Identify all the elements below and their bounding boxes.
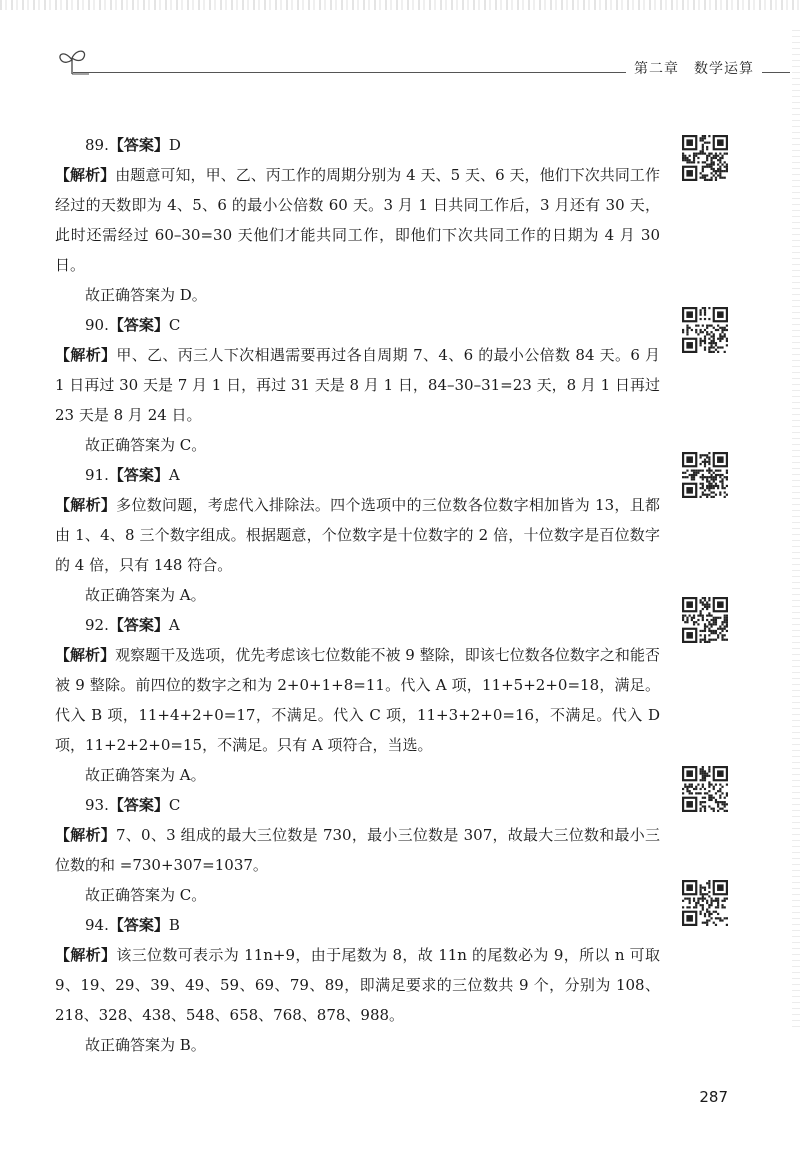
- conclusion-line: 故正确答案为 C。: [85, 436, 207, 454]
- conclusion-line: 故正确答案为 C。: [85, 886, 207, 904]
- answer-line: [55, 790, 660, 820]
- question-number: 90.: [85, 316, 109, 334]
- analysis-paragraph: [55, 640, 660, 760]
- answer-entry: [55, 790, 660, 910]
- scan-artifact-top: [0, 0, 800, 10]
- answer-line: [55, 460, 660, 490]
- answer-value: D: [168, 136, 181, 154]
- answer-label: 【答案】: [108, 466, 169, 484]
- conclusion-line: 故正确答案为 D。: [85, 286, 207, 304]
- answer-value: A: [168, 616, 180, 634]
- answer-entry: [55, 460, 660, 610]
- question-number: 89.: [85, 136, 109, 154]
- answer-value: C: [168, 796, 181, 814]
- answer-line: [55, 130, 660, 160]
- analysis-label: 【解析】: [55, 946, 117, 964]
- qr-code-icon[interactable]: [682, 597, 728, 643]
- chapter-title: 第二章 数学运算: [626, 58, 762, 78]
- analysis-text: 由题意可知，甲、乙、丙工作的周期分别为 4 天、5 天、6 天，他们下次共同工作经过的天数即为 4、5、6 的最小公倍数 60 天。3 月 1 日共同工作后，3 月还有 30 天，此时还需经过 60–30=30 天他们才能共同工作，即他们下次共同工作的日期为 4 月 30 日。: [55, 166, 660, 274]
- answer-label: 【答案】: [108, 316, 169, 334]
- analysis-paragraph: [55, 940, 660, 1030]
- answer-line: [55, 310, 660, 340]
- answer-entry: [55, 310, 660, 460]
- analysis-label: 【解析】: [55, 826, 117, 844]
- analysis-paragraph: [55, 490, 660, 580]
- scan-artifact-right: [792, 30, 800, 1030]
- qr-code-icon[interactable]: [682, 452, 728, 498]
- conclusion-line: 故正确答案为 A。: [85, 766, 206, 784]
- answer-label: 【答案】: [108, 916, 169, 934]
- analysis-paragraph: [55, 160, 660, 280]
- qr-code-icon[interactable]: [682, 766, 728, 812]
- answer-entry: [55, 910, 660, 1060]
- analysis-text: 观察题干及选项，优先考虑该七位数能不被 9 整除，即该七位数各位数字之和能否被 9 整除。前四位的数字之和为 2+0+1+8=11。代入 A 项，11+5+2+0=18，满足。代入 B 项，11+4+2+0=17，不满足。代入 C 项，11+3+2+0=16，不满足。代入 D 项，11+2+2+0=15，不满足。只有 A 项符合，当选。: [55, 646, 660, 754]
- conclusion-line: 故正确答案为 A。: [85, 586, 206, 604]
- question-number: 92.: [85, 616, 109, 634]
- qr-code-icon[interactable]: [682, 135, 728, 181]
- analysis-text: 该三位数可表示为 11n+9，由于尾数为 8，故 11n 的尾数必为 9，所以 n 可取 9、19、29、39、49、59、69、79、89，即满足要求的三位数共 9 个，分别为 108、218、328、438、548、658、768、878、988。: [55, 946, 660, 1024]
- question-number: 93.: [85, 796, 109, 814]
- answer-line: [55, 610, 660, 640]
- answer-line: [55, 910, 660, 940]
- answer-entry: [55, 130, 660, 310]
- analysis-label: 【解析】: [55, 496, 117, 514]
- analysis-text: 多位数问题，考虑代入排除法。四个选项中的三位数各位数字相加皆为 13，且都由 1、4、8 三个数字组成。根据题意，个位数字是十位数字的 2 倍，十位数字是百位数字的 4 倍，只有 148 符合。: [55, 496, 660, 574]
- analysis-text: 7、0、3 组成的最大三位数是 730，最小三位数是 307，故最大三位数和最小三位数的和 =730+307=1037。: [55, 826, 660, 874]
- analysis-text: 甲、乙、丙三人下次相遇需要再过各自周期 7、4、6 的最小公倍数 84 天。6 月 1 日再过 30 天是 7 月 1 日，再过 31 天是 8 月 1 日，84–30–31=23 天，8 月 1 日再过 23 天是 8 月 24 日。: [55, 346, 660, 424]
- page-number: 287: [699, 1088, 728, 1106]
- analysis-paragraph: [55, 820, 660, 880]
- answer-label: 【答案】: [108, 616, 169, 634]
- answer-value: C: [168, 316, 181, 334]
- conclusion-line: 故正确答案为 B。: [85, 1036, 206, 1054]
- answer-entry: [55, 610, 660, 790]
- analysis-label: 【解析】: [55, 346, 117, 364]
- question-number: 94.: [85, 916, 109, 934]
- qr-code-icon[interactable]: [682, 307, 728, 353]
- page-header: [55, 44, 790, 84]
- answer-label: 【答案】: [108, 136, 169, 154]
- analysis-paragraph: [55, 340, 660, 430]
- analysis-label: 【解析】: [55, 646, 116, 664]
- qr-code-icon[interactable]: [682, 880, 728, 926]
- question-number: 91.: [85, 466, 109, 484]
- analysis-label: 【解析】: [55, 166, 116, 184]
- answer-value: A: [168, 466, 180, 484]
- answer-list: [55, 130, 660, 1060]
- answer-label: 【答案】: [108, 796, 169, 814]
- answer-value: B: [168, 916, 180, 934]
